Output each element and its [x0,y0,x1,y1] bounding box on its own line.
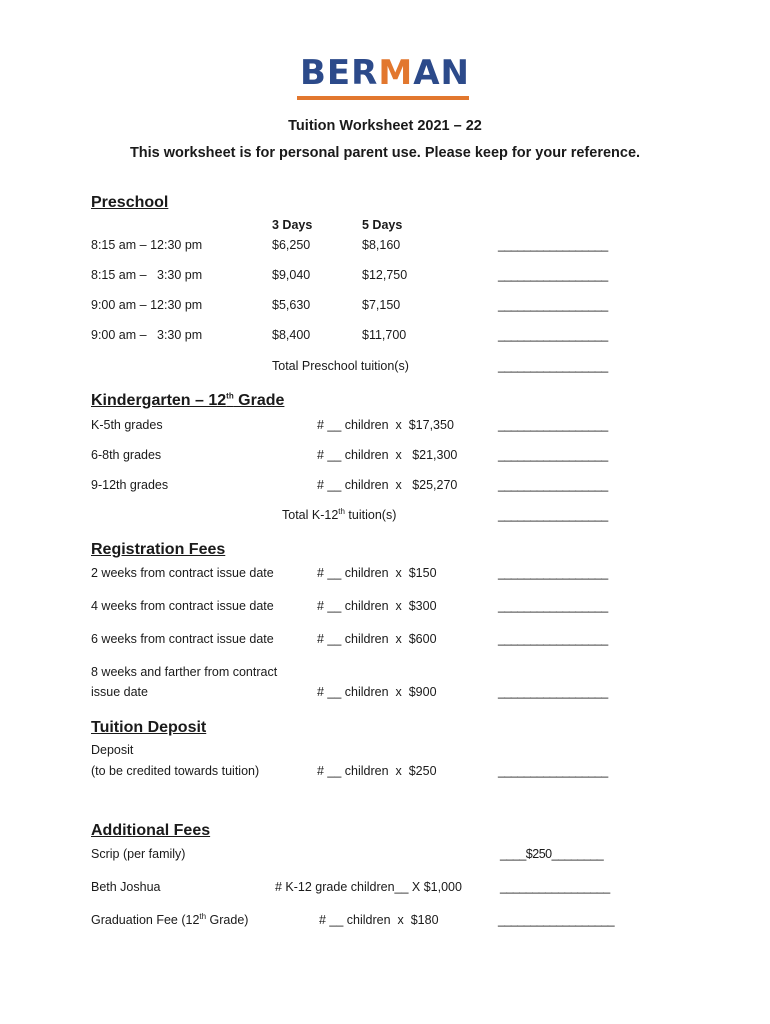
page-title: Tuition Worksheet 2021 – 22 [288,118,482,134]
k12-amount-blank[interactable]: _________________ [498,448,608,462]
k12-formula: # __ children x $25,270 [317,478,458,492]
registration-formula: # __ children x $600 [317,632,437,646]
k12-heading-sup: th [226,391,234,401]
preschool-3day-price: $9,040 [272,268,311,282]
registration-formula: # __ children x $900 [317,685,437,699]
page-subtitle: This worksheet is for personal parent use. Please keep for your reference. [129,145,641,161]
beth-joshua-label: Beth Joshua [91,880,161,894]
scrip-value[interactable]: ____$250________ [500,847,604,861]
preschool-3day-price: $8,400 [272,328,311,342]
k12-total-text-b: tuition(s) [344,508,397,522]
registration-amount-blank[interactable]: _________________ [498,685,608,699]
logo-part-1: BER [300,53,379,93]
preschool-5day-price: $12,750 [362,268,408,282]
preschool-3day-price: $6,250 [272,238,311,252]
graduation-fee-label [91,913,248,927]
preschool-total-blank[interactable]: _________________ [498,359,608,373]
preschool-3day-price: $5,630 [272,298,311,312]
column-3-days: 3 Days [272,218,313,232]
section-deposit-heading: Tuition Deposit [91,719,207,736]
preschool-time: 9:00 am – 12:30 pm [91,298,203,312]
k12-amount-blank[interactable]: _________________ [498,418,608,432]
registration-amount-blank[interactable]: _________________ [498,566,608,580]
preschool-amount-blank[interactable]: _________________ [498,328,608,342]
column-5-days: 5 Days [362,218,403,232]
registration-label-line1: 8 weeks and farther from contract [91,665,278,679]
preschool-5day-price: $11,700 [362,328,407,342]
preschool-amount-blank[interactable]: _________________ [498,238,608,252]
logo-wordmark [300,55,470,91]
registration-label: 2 weeks from contract issue date [91,566,274,580]
preschool-time: 9:00 am – 3:30 pm [91,328,203,342]
k12-grade-label: K-5th grades [91,418,163,432]
beth-joshua-blank[interactable]: _________________ [500,880,610,894]
section-preschool-heading: Preschool [91,194,169,211]
k12-total-sup: th [338,506,345,516]
graduation-fee-blank[interactable]: __________________ [498,913,615,927]
preschool-time: 8:15 am – 12:30 pm [91,238,203,252]
deposit-label-line1: Deposit [91,743,134,757]
graduation-fee-text: Graduation Fee (12 [91,913,200,927]
k12-formula: # __ children x $17,350 [317,418,454,432]
registration-amount-blank[interactable]: _________________ [498,632,608,646]
registration-formula: # __ children x $150 [317,566,437,580]
k12-grade-label: 9-12th grades [91,478,169,492]
section-k12-heading [91,392,284,410]
logo-part-3: AN [413,53,470,93]
preschool-time: 8:15 am – 3:30 pm [91,268,203,282]
registration-label-line2: issue date [91,685,148,699]
k12-total-label [282,508,396,522]
graduation-fee-sup: th [199,911,207,921]
k12-amount-blank[interactable]: _________________ [498,478,608,492]
k12-total-blank[interactable]: _________________ [498,508,608,522]
section-additional-heading: Additional Fees [91,822,211,839]
k12-heading-text-b: Grade [233,392,285,409]
berman-logo [0,55,770,91]
graduation-fee-formula: # __ children x $180 [319,913,439,927]
graduation-fee-text-b: Grade) [206,913,249,927]
preschool-amount-blank[interactable]: _________________ [498,268,608,282]
deposit-amount-blank[interactable]: _________________ [498,764,608,778]
k12-formula: # __ children x $21,300 [317,448,458,462]
scrip-label: Scrip (per family) [91,847,186,861]
k12-grade-label: 6-8th grades [91,448,162,462]
k12-total-text: Total K-12 [282,508,339,522]
deposit-formula: # __ children x $250 [317,764,437,778]
preschool-5day-price: $7,150 [362,298,401,312]
registration-amount-blank[interactable]: _________________ [498,599,608,613]
logo-underline [297,96,469,100]
k12-heading-text: Kindergarten – 12 [91,392,227,409]
section-registration-heading: Registration Fees [91,541,226,558]
beth-joshua-formula: # K-12 grade children__ X $1,000 [275,880,462,894]
logo-arch-m: M [378,53,414,93]
registration-formula: # __ children x $300 [317,599,437,613]
preschool-total-label: Total Preschool tuition(s) [272,359,409,373]
registration-label: 4 weeks from contract issue date [91,599,274,613]
deposit-label-line2: (to be credited towards tuition) [91,764,260,778]
preschool-amount-blank[interactable]: _________________ [498,298,608,312]
registration-label: 6 weeks from contract issue date [91,632,274,646]
preschool-5day-price: $8,160 [362,238,401,252]
